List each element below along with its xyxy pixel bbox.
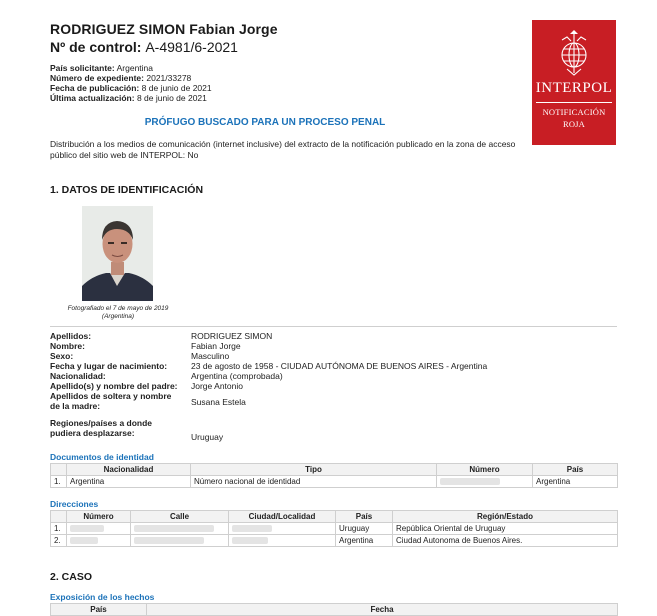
- subject-photo: [82, 206, 153, 301]
- column-header: Tipo: [191, 464, 437, 476]
- column-header: Fecha: [147, 604, 618, 616]
- control-number-value: A-4981/6-2021: [145, 39, 238, 55]
- documents-heading: Documentos de identidad: [50, 452, 154, 462]
- control-number: [50, 39, 238, 55]
- documents-table: [50, 463, 618, 488]
- column-header: Calle: [131, 511, 229, 523]
- table-row: 1. Argentina Número nacional de identidad Argentina: [51, 476, 618, 488]
- photo-caption: Fotografiado el 7 de mayo de 2019 (Argentina): [67, 305, 169, 320]
- redacted-cell: [229, 523, 336, 535]
- redacted-cell: [131, 523, 229, 535]
- interpol-wordmark: INTERPOL: [535, 80, 613, 96]
- addresses-heading: Direcciones: [50, 499, 99, 509]
- table-row: 1. Uruguay República Oriental de Uruguay: [51, 523, 618, 535]
- column-header: Número: [67, 511, 131, 523]
- redacted-cell: [67, 535, 131, 547]
- divider: [50, 326, 617, 327]
- facts-table: [50, 603, 618, 616]
- notice-type: NOTIFICACIÓN ROJA: [542, 107, 606, 129]
- redacted-cell: [229, 535, 336, 547]
- notice-purpose-title: PRÓFUGO BUSCADO PARA UN PROCESO PENAL: [144, 117, 386, 128]
- table-header-row: [51, 604, 618, 616]
- table-row: 2. Argentina Ciudad Autonoma de Buenos Aires.: [51, 535, 618, 547]
- control-number-label: Nº de control:: [50, 39, 142, 55]
- section-case-heading: 2. CASO: [50, 571, 93, 583]
- badge-divider: [536, 102, 612, 103]
- addresses-table: [50, 510, 618, 547]
- meta-row: Número de expediente: 2021/33278: [50, 73, 192, 83]
- section-identification-heading: 1. DATOS DE IDENTIFICACIÓN: [50, 184, 204, 196]
- column-header: Nacionalidad: [67, 464, 191, 476]
- redacted-document-number: [437, 476, 533, 488]
- table-header-row: [51, 511, 618, 523]
- meta-row: País solicitante: Argentina: [50, 63, 154, 73]
- column-header: País: [533, 464, 618, 476]
- table-header-row: [51, 464, 618, 476]
- facts-heading: Exposición de los hechos: [50, 592, 155, 602]
- column-header: Ciudad/Localidad: [229, 511, 336, 523]
- column-header: Región/Estado: [393, 511, 618, 523]
- notice-metadata: [50, 63, 212, 103]
- meta-row: Fecha de publicación: 8 de junio de 2021: [50, 83, 212, 93]
- column-header: País: [51, 604, 147, 616]
- redacted-cell: [131, 535, 229, 547]
- distribution-statement: Distribución a los medios de comunicación (internet inclusive) del extracto de la notificación publicado en la zona de acceso público del sitio web de INTERPOL: No: [50, 139, 516, 160]
- column-header: País: [336, 511, 393, 523]
- interpol-red-notice-badge: [532, 20, 616, 145]
- red-notice-document: RODRIGUEZ SIMON Fabian Jorge Nº de control: A-4981/6-2021 País solicitante: Argentina Número de expediente: 2021/33278 Fecha de publicación: 8 de junio de 2021 Última actualización: 8 de junio de 2021 INTERPOL NOTIFICACIÓN ROJA PRÓFUGO BUSCADO PARA UN PROCESO PENAL Distribución a los medios de comunicación (internet inclusive) del extracto de la notificación publicado en la zona de acceso público del sitio web de INTERPOL: No 1. DATOS DE IDENTIFICACIÓN Fotografiado el 7 de mayo de 2019 (Argentina) Apellidos: RODRIGUEZ SIMON Nombre: Fabian Jorge Sexo: Masculino Fecha y lugar de nacimiento: 23 de agosto de 1958 - CIUDAD AUTÓNOMA DE BUENOS AIRES - Argentina Nacionalidad: Argentina (comprobada) Apellido(s) y nombre del padre: Jorge Antonio Apellidos de soltera y nombre de la madre: Susana Estela Regiones/países a donde pudiera desplazarse: Uruguay Documentos de identidad Nacionalidad Tipo Número País 1. Argentina Número nacional de identidad Argentina Direcciones Número Calle Ciudad/Localidad País Región/Estado 1. Uruguay República Oriental de Uruguay 2. Argentina Ciudad Autonoma de Buenos Aires. 2. CASO Exposición de los hechos País Fecha: [0, 0, 657, 616]
- meta-row: Última actualización: 8 de junio de 2021: [50, 93, 207, 103]
- column-header: Número: [437, 464, 533, 476]
- interpol-globe-icon: [554, 28, 594, 78]
- subject-name: RODRIGUEZ SIMON Fabian Jorge: [50, 21, 278, 37]
- redacted-cell: [67, 523, 131, 535]
